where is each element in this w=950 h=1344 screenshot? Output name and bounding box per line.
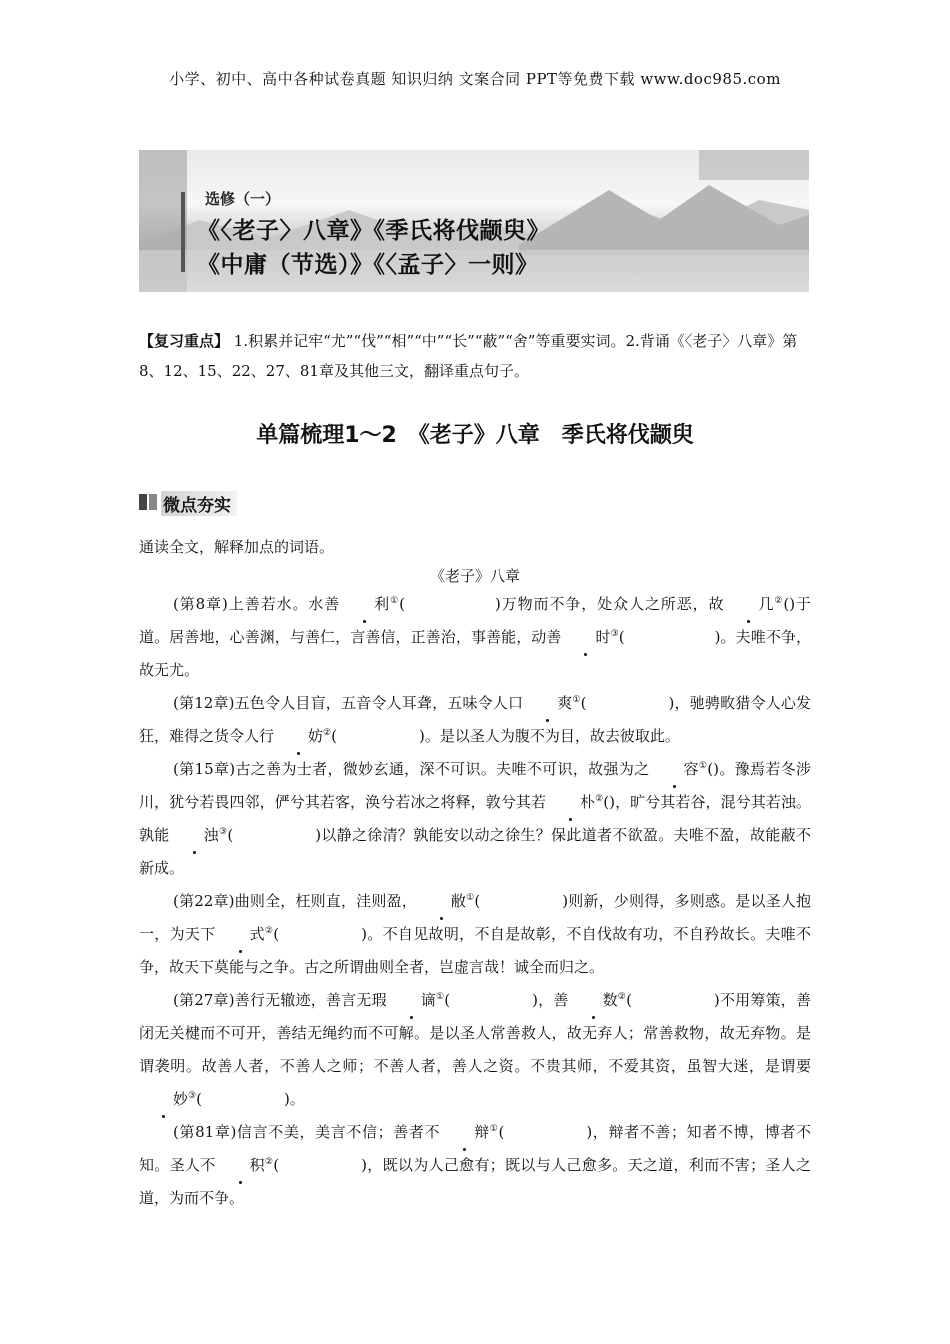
text-segment: )则新，少则得，多则惑。是以圣人抱一，为天下: [139, 892, 811, 943]
text-segment: (: [783, 595, 790, 613]
heading-marker: [139, 494, 147, 510]
text-segment: )，辩者不善；知者不博，博者不知。圣人不: [139, 1123, 811, 1174]
dotted-word: 式: [216, 918, 265, 951]
chapter-banner: [139, 150, 809, 292]
text-segment: (: [580, 694, 587, 712]
dotted-word: 浊: [170, 819, 219, 852]
dotted-word: 爽: [523, 687, 572, 720]
text-segment: (第15章)古之善为士者，微妙玄通，深不可识。夫唯不可识，故强为之: [173, 760, 650, 778]
dotted-word: 妨: [274, 720, 323, 753]
text-segment: (: [273, 1156, 280, 1174]
text-segment: (: [399, 595, 405, 613]
banner-accent-bar: [181, 192, 185, 272]
footnote-number: ①: [389, 596, 400, 606]
text-segment: (第27章)善行无辙迹，善言无瑕: [173, 991, 387, 1009]
dotted-word: 敝: [417, 885, 466, 918]
dotted-word: 朴: [546, 786, 595, 819]
text-segment: (第22章)曲则全，枉则直，洼则盈，: [173, 892, 417, 910]
text-segment: (第81章)信言不美，美言不信；善者不: [173, 1123, 441, 1141]
text-segment: )以静之徐清？孰能安以动之徐生？保此道者不欲盈。夫唯不盈，故能蔽不新成。: [139, 826, 811, 877]
footnote-number: ②: [323, 728, 332, 738]
text-segment: (第12章)五色令人目盲，五音令人耳聋，五味令人口: [173, 694, 524, 712]
text-segment: (: [273, 925, 280, 943]
banner-subtitle: 选修（一）: [205, 190, 281, 208]
review-label: 【复习重点】: [139, 332, 230, 350]
banner-title-line1: 《〈老子〉八章》《季氏将伐颛臾》: [197, 218, 550, 244]
footnote-number: ②: [595, 794, 604, 804]
review-key-points: [139, 326, 811, 386]
dotted-word: 容: [650, 753, 699, 786]
text-segment: (: [498, 1123, 505, 1141]
footnote-number: ①: [572, 695, 581, 705]
text-segment: )。夫唯不争，故无尤。: [139, 628, 811, 679]
text-paragraph: [139, 885, 811, 984]
text-segment: )。豫焉若冬涉川，犹兮若畏四邻，俨兮其若客，涣兮若冰之将释，敦兮其若: [139, 760, 812, 811]
text-segment: )，既以为人己愈有；既以与人己愈多。天之道，利而不害；圣人之道，为而不争。: [139, 1156, 811, 1207]
text-segment: (: [331, 727, 337, 745]
banner-title-line2: 《中庸（节选）》《〈孟子〉一则》: [197, 252, 539, 278]
text-paragraph: [139, 588, 811, 687]
text-paragraph: [139, 687, 811, 753]
text-segment: )，善: [532, 991, 569, 1009]
footnote-number: ③: [188, 1091, 197, 1101]
page-header: 小学、初中、高中各种试卷真题 知识归纳 文案合同 PPT等免费下载 www.doc985.com: [169, 70, 781, 88]
text-segment: (: [707, 760, 714, 778]
footnote-number: ②: [264, 926, 274, 936]
text-segment: )于道。居善地，心善渊，与善仁，言善信，正善治，事善能，动善: [139, 595, 811, 646]
instruction: 通读全文，解释加点的词语。: [139, 538, 335, 556]
text-segment: )不用筹策，善闭无关楗而不可开，善结无绳约而不可解。是以圣人常善救人，故无弃人；常善救物，故无弃物。是谓袭明。故善人者，不善人之师；不善人者，善人之资。不贵其师，不爱其资，虽智大迷，是谓要: [139, 991, 811, 1075]
text-segment: (: [618, 628, 625, 646]
dotted-word: 利: [340, 588, 389, 621]
dotted-word: 积: [216, 1149, 265, 1182]
text-segment: (: [227, 826, 234, 844]
classical-text: [139, 588, 811, 1215]
text-title: 《老子》八章: [429, 567, 520, 585]
dotted-word: 妙: [139, 1083, 188, 1116]
footnote-number: ②: [264, 1157, 274, 1167]
footnote-number: ①: [698, 761, 708, 771]
text-paragraph: [139, 1116, 811, 1215]
text-segment: (: [444, 991, 451, 1009]
text-segment: (: [474, 892, 481, 910]
text-paragraph: [139, 984, 811, 1116]
text-segment: (第8章)上善若水。水善: [173, 595, 341, 613]
text-segment: (: [196, 1090, 202, 1108]
footnote-number: ①: [435, 992, 445, 1002]
text-segment: (: [603, 793, 610, 811]
footnote-number: ③: [610, 629, 619, 639]
text-segment: )万物而不争，处众人之所恶，故: [494, 595, 725, 613]
footnote-number: ①: [465, 893, 475, 903]
text-paragraph: [139, 753, 811, 885]
review-text: 1.积累并记牢“尤”“伐”“相”“中”“长”“蔽”“舍”等重要实词。2.背诵《〈老子〉八章》第8、12、15、22、27、81章及其他三文，翻译重点句子。: [139, 332, 798, 380]
dotted-word: 谪: [387, 984, 436, 1017]
heading-marker: [149, 494, 157, 510]
dotted-word: 辩: [440, 1116, 489, 1149]
dotted-word: 几: [724, 588, 773, 621]
text-segment: )。不自见故明，不自是故彰，不自伐故有功，不自矜故长。夫唯不争，故天下莫能与之争。古之所谓曲则全者，岂虚言哉！诚全而归之。: [139, 925, 811, 976]
footnote-number: ③: [218, 827, 228, 837]
micro-label: 微点夯实: [161, 491, 237, 516]
text-segment: )，旷兮其若谷，混兮其若浊。孰能: [139, 793, 811, 844]
footnote-number: ①: [489, 1124, 499, 1134]
footnote-number: ②: [773, 596, 784, 606]
dotted-word: 时: [561, 621, 610, 654]
text-segment: (: [626, 991, 632, 1009]
section-title: 单篇梳理1～2 《老子》八章 季氏将伐颛臾: [256, 423, 694, 448]
footnote-number: ②: [617, 992, 627, 1002]
text-segment: )。: [283, 1090, 305, 1108]
dotted-word: 数: [569, 984, 618, 1017]
text-segment: )，驰骋畋猎令人心发狂，难得之货令人行: [139, 694, 811, 745]
text-segment: )。是以圣人为腹不为目，故去彼取此。: [418, 727, 680, 745]
